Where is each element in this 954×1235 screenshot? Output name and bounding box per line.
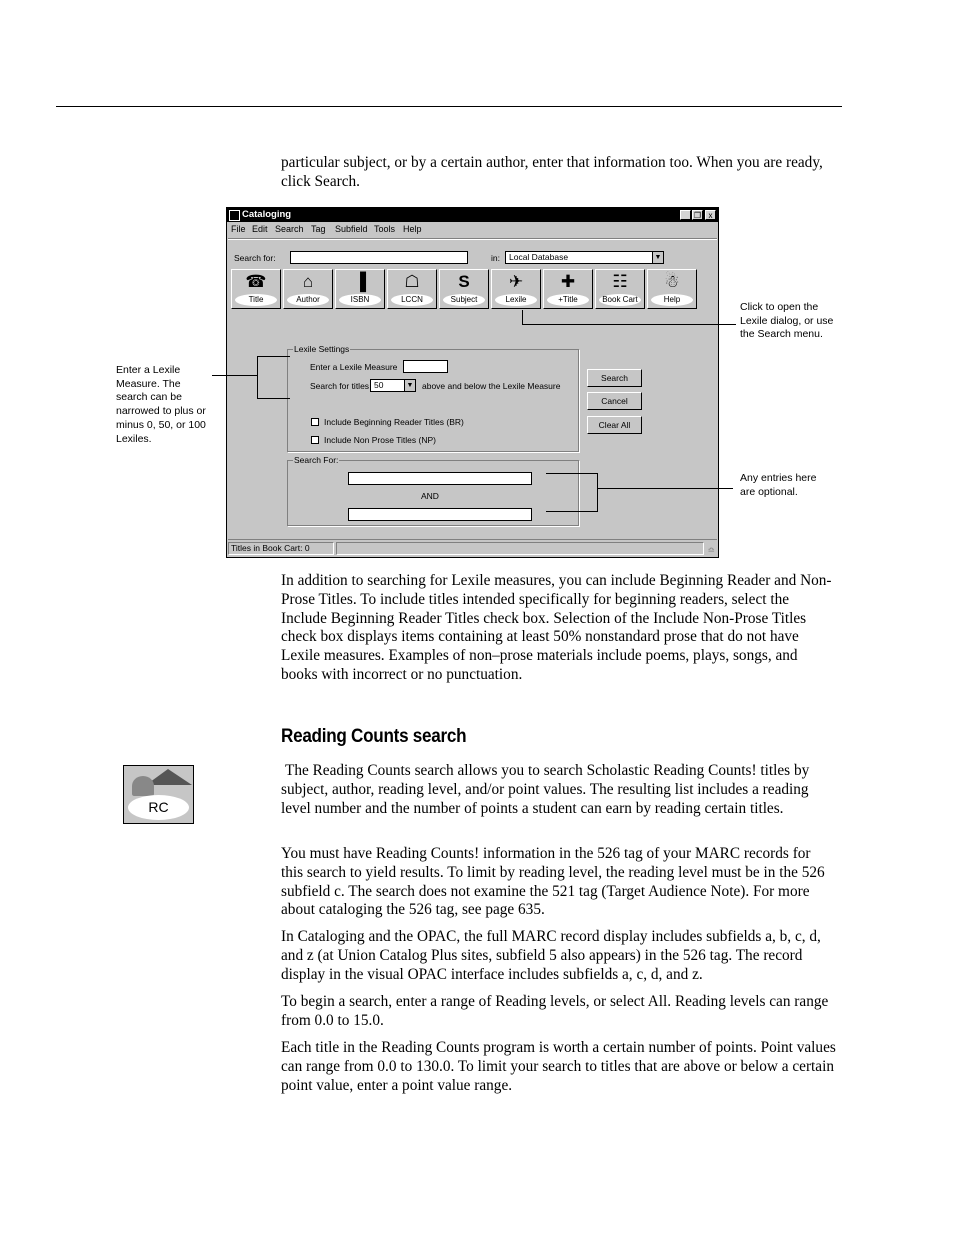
rc-paragraph-3: In Cataloging and the OPAC, the full MARC record display includes subfields a, b, c, d, and z (at Union Catalog Plus sites, subfield 5 also appears) in the 526 tag. The record display in the visual OPAC interface includes subfields a, c, d, and z.	[281, 928, 821, 983]
toolbar-button-label: ISBN	[339, 294, 381, 306]
search-for-label: Search for:	[234, 253, 276, 263]
author-search-button[interactable]	[283, 269, 333, 309]
search-for-group-title: Search For:	[294, 455, 339, 465]
menu-help[interactable]: Help	[403, 224, 422, 234]
isbn-search-button[interactable]	[335, 269, 385, 309]
title-search-button[interactable]	[231, 269, 281, 309]
callout-line	[546, 511, 597, 512]
callout-line	[212, 375, 257, 376]
menu-subfield[interactable]: Subfield	[335, 224, 368, 234]
toolbar-button-label: Title	[235, 294, 277, 306]
toolbar-button-label: Author	[287, 294, 329, 306]
search-for-group	[287, 455, 579, 526]
and-label: AND	[421, 491, 439, 501]
callout-line	[546, 473, 597, 474]
lexile-range-select[interactable]	[370, 379, 416, 392]
book-cart-button[interactable]	[595, 269, 645, 309]
app-icon	[229, 210, 240, 221]
search-titles-label: Search for titles	[310, 381, 370, 391]
search-button[interactable]: Search	[587, 369, 642, 387]
callout-lexile-measure: Enter a Lexile Measure. The search can be narrowed to plus or minus 0, 50, or 100 Lexiles.	[116, 364, 206, 445]
isbn-icon: ▐	[353, 272, 367, 291]
section-heading: Reading Counts search	[281, 726, 467, 747]
database-select-value: Local Database	[509, 252, 569, 262]
search-term-input-2[interactable]	[348, 508, 532, 521]
menu-search[interactable]: Search	[275, 224, 304, 234]
resize-grip-icon[interactable]: ≏	[707, 545, 715, 555]
lccn-icon: ☖	[404, 272, 420, 291]
author-icon: ⌂	[302, 272, 314, 291]
rc-icon-label: RC	[128, 795, 189, 820]
clear-all-button[interactable]: Clear All	[587, 416, 642, 434]
close-button[interactable]: x	[705, 210, 716, 220]
callout-lexile-dialog: Click to open the Lexile dialog, or use the Search menu.	[740, 301, 834, 341]
lexile-options-paragraph: In addition to searching for Lexile measures, you can include Beginning Reader and Non-Prose Titles. To include titles intended specifically for beginning readers, select the Include Beginning Reader Titles check box. Selection of the Include Non-Prose Titles check box displays items containing at least 50% nonstandard prose that do not have Lexile measures. Examples of non–prose materials include poems, plays, songs, and books with incorrect or no punctuation.	[281, 572, 832, 683]
lexile-range-value: 50	[374, 380, 384, 390]
header-rule	[56, 106, 842, 107]
lexile-measure-input[interactable]	[403, 360, 448, 373]
lexile-icon: ✈	[508, 272, 524, 291]
rc-paragraph-2: You must have Reading Counts! information in the 526 tag of your MARC records for this search to yield results. To limit by reading level, the reading level must be in the 526 subfield c. The search does not examine the 521 tag (Target Audience Note). For more about cataloging the 526 tag, see page 635.	[281, 845, 825, 919]
lexile-settings-group	[287, 344, 579, 452]
menu-bar	[227, 223, 718, 237]
non-prose-checkbox[interactable]	[311, 436, 319, 444]
lccn-search-button[interactable]	[387, 269, 437, 309]
reading-counts-icon	[123, 765, 194, 824]
search-term-input-1[interactable]	[348, 472, 532, 485]
subject-icon: S	[458, 272, 470, 291]
window-titlebar	[227, 208, 718, 222]
add-title-icon: ✚	[560, 272, 576, 291]
callout-line	[522, 324, 736, 325]
beginning-reader-checkbox[interactable]	[311, 418, 319, 426]
add-title-button[interactable]	[543, 269, 593, 309]
chevron-down-icon[interactable]: ▼	[652, 252, 663, 263]
toolbar-button-label: Subject	[443, 294, 485, 306]
menu-tools[interactable]: Tools	[374, 224, 396, 234]
reader-figure	[132, 776, 154, 796]
menu-separator	[228, 238, 717, 240]
minimize-button[interactable]: _	[680, 210, 691, 220]
toolbar-button-label: Help	[651, 294, 693, 306]
toolbar-button-label: +Title	[547, 294, 589, 306]
lexile-search-button[interactable]	[491, 269, 541, 309]
title-icon: ☎	[245, 272, 267, 291]
chevron-down-icon[interactable]: ▼	[404, 380, 415, 391]
callout-line	[522, 310, 523, 325]
rc-paragraph-5: Each title in the Reading Counts program is worth a certain number of points. Point values can range from 0.0 to 130.0. To limit your search to titles that are above or below a certain point value, enter a point value range.	[281, 1039, 836, 1094]
menu-file[interactable]: File	[231, 224, 246, 234]
non-prose-label: Include Non Prose Titles (NP)	[324, 435, 436, 445]
callout-line	[257, 398, 290, 399]
help-button[interactable]	[647, 269, 697, 309]
callout-optional: Any entries here are optional.	[740, 472, 817, 498]
status-message	[336, 542, 704, 555]
callout-line	[257, 356, 290, 357]
callout-line	[597, 488, 733, 489]
toolbar-button-label: LCCN	[391, 294, 433, 306]
callout-line	[597, 473, 598, 512]
search-for-input[interactable]	[290, 251, 468, 264]
subject-search-button[interactable]	[439, 269, 489, 309]
in-label: in:	[491, 253, 500, 263]
toolbar-button-label: Lexile	[495, 294, 537, 306]
database-select[interactable]	[505, 251, 664, 264]
status-bar	[228, 539, 717, 557]
book-cart-count: Titles in Book Cart: 0	[228, 542, 334, 555]
cataloging-window	[226, 207, 719, 558]
help-icon: ☃	[664, 272, 680, 291]
cancel-button[interactable]: Cancel	[587, 392, 642, 410]
intro-paragraph: particular subject, or by a certain author, enter that information too. When you are ready, click Search.	[281, 154, 823, 190]
lexile-settings-title: Lexile Settings	[294, 344, 350, 354]
above-below-label: above and below the Lexile Measure	[422, 381, 561, 391]
window-title: Cataloging	[242, 209, 292, 220]
rc-paragraph-1: The Reading Counts search allows you to search Scholastic Reading Counts! titles by subject, author, reading level, and/or point values. The resulting list includes a reading level number and the number of points a student can earn by reading certain titles.	[281, 762, 810, 817]
maximize-button[interactable]: ❐	[693, 211, 702, 220]
rc-paragraph-4: To begin a search, enter a range of Reading levels, or select All. Reading levels can range from 0.0 to 15.0.	[281, 993, 829, 1029]
book-cart-icon: ☷	[612, 272, 628, 291]
toolbar-button-label: Book Cart	[599, 294, 641, 306]
menu-tag[interactable]: Tag	[311, 224, 326, 234]
enter-lexile-label: Enter a Lexile Measure	[310, 362, 398, 372]
menu-edit[interactable]: Edit	[252, 224, 268, 234]
beginning-reader-label: Include Beginning Reader Titles (BR)	[324, 417, 464, 427]
callout-line	[257, 356, 258, 399]
